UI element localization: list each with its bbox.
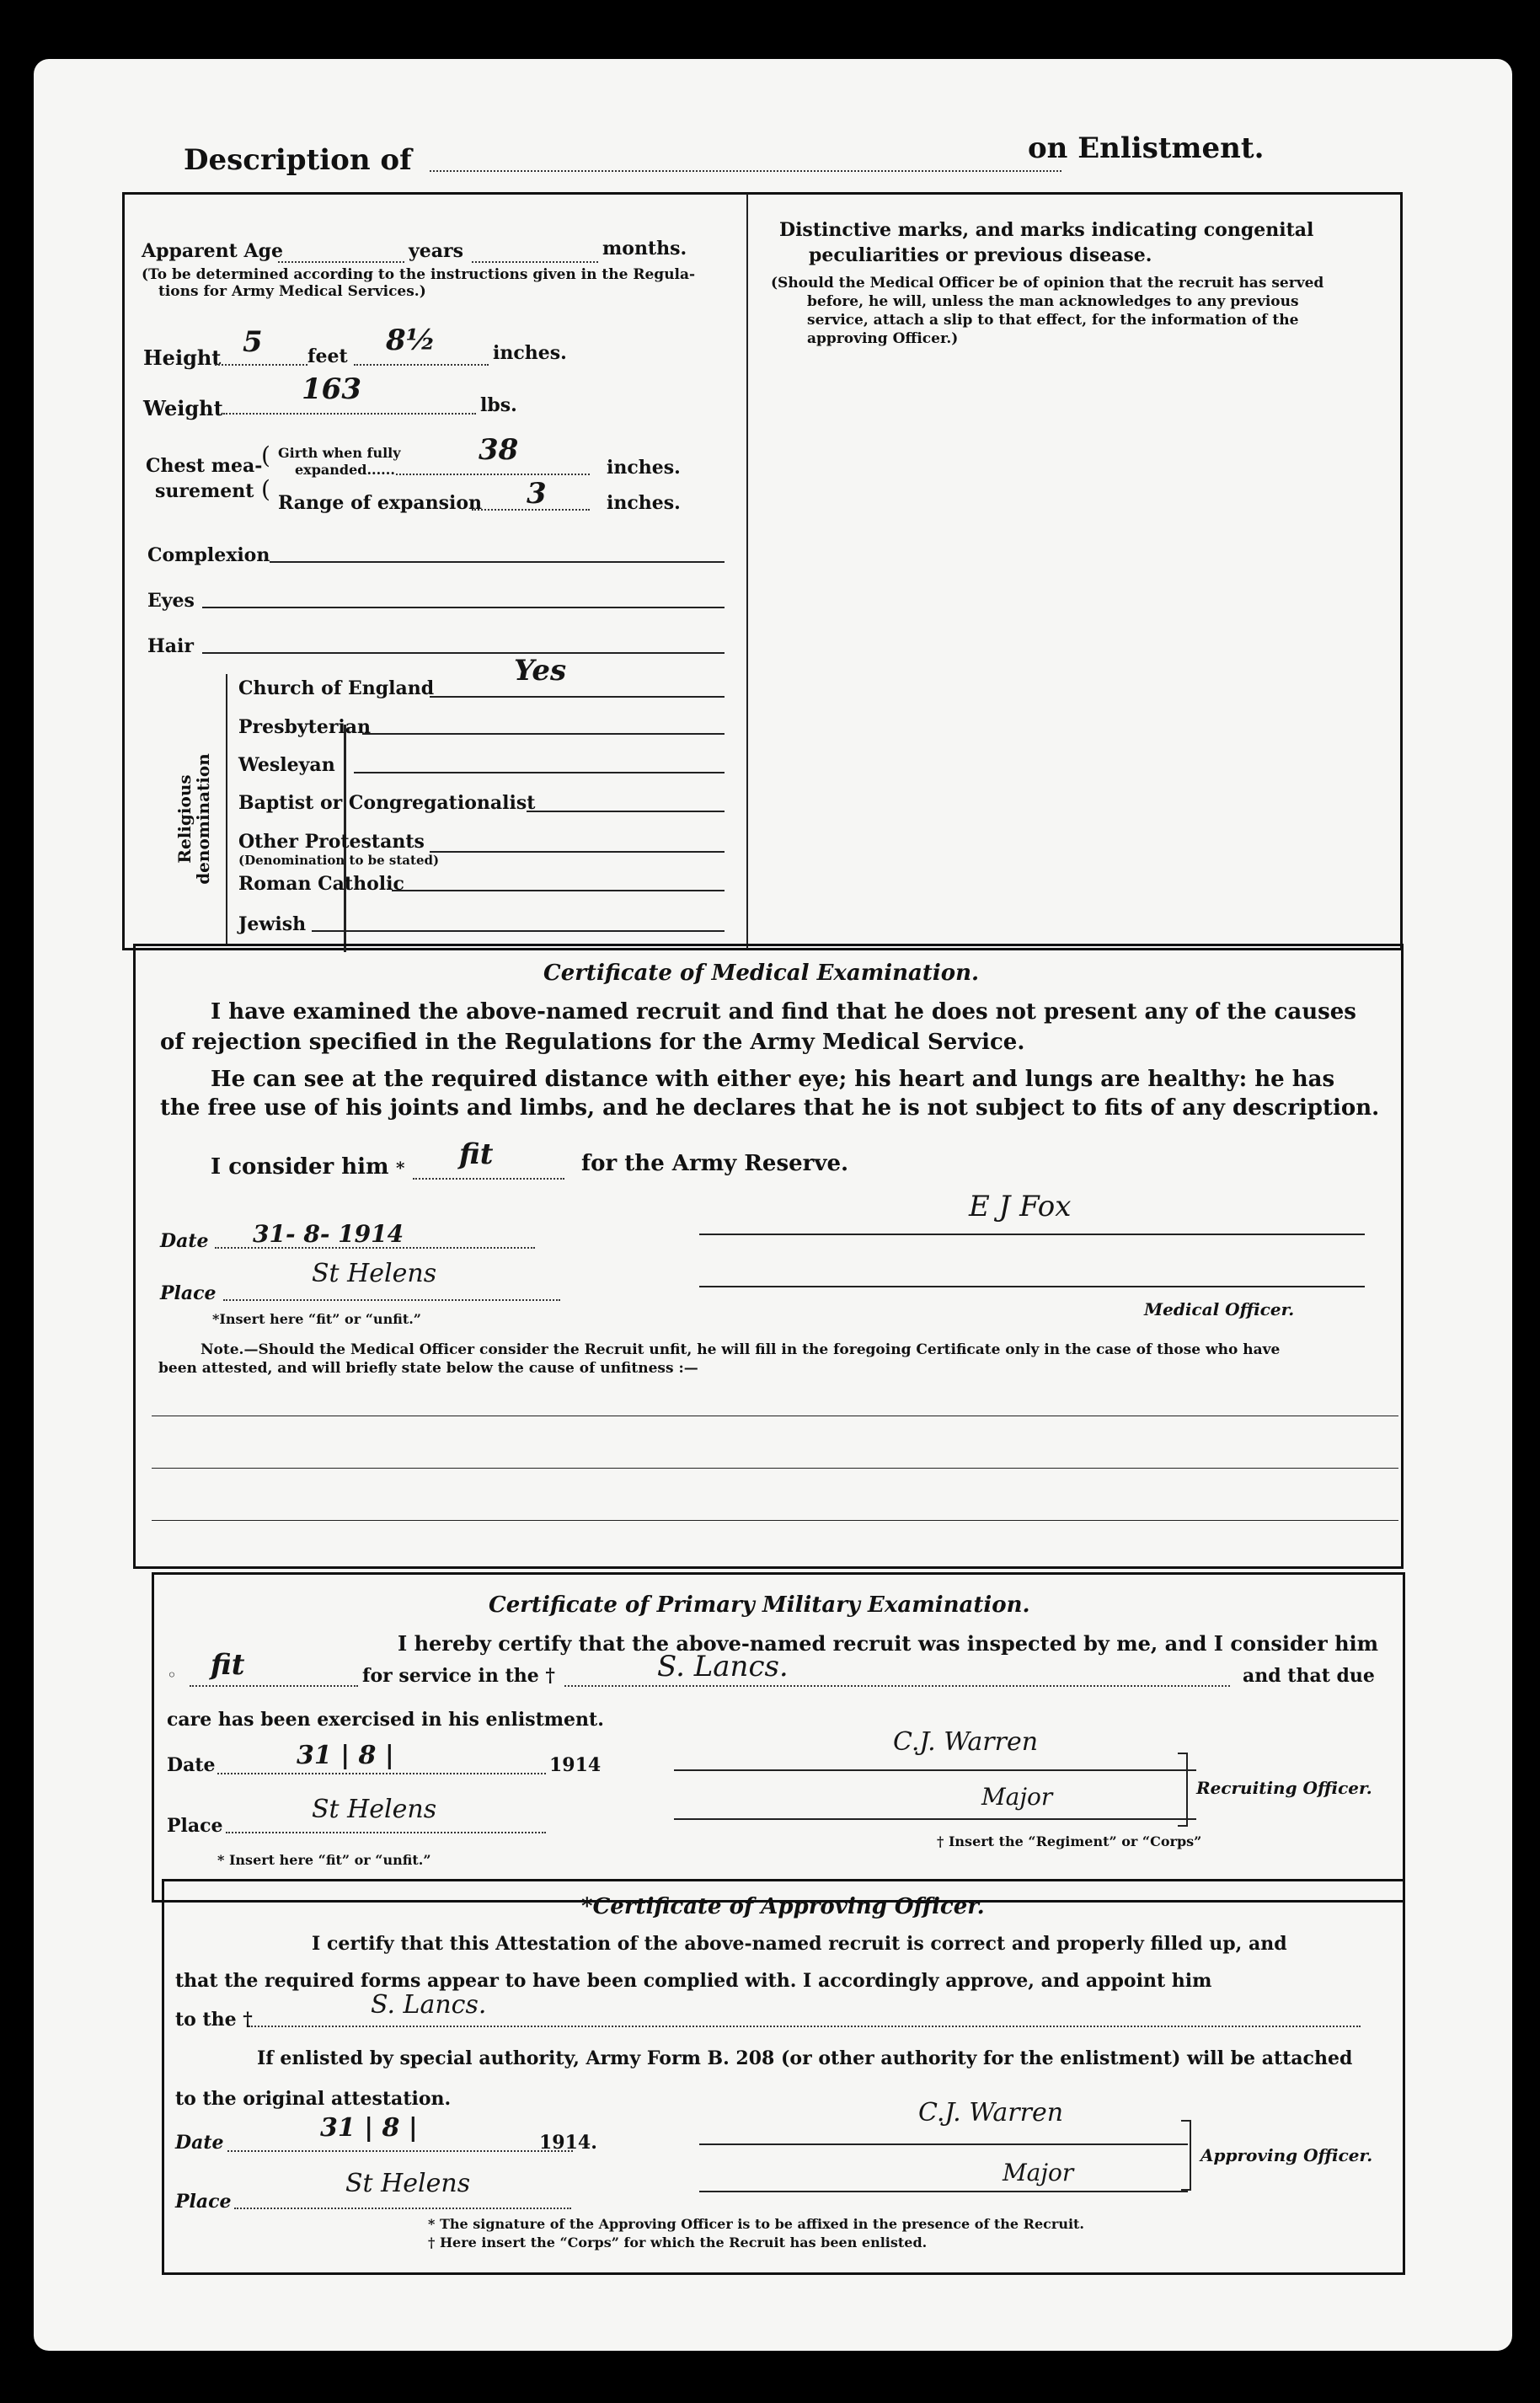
feet-label: feet [307,345,348,367]
primary-title: Certificate of Primary Military Examination. [489,1592,1030,1618]
approving-rank: Major [1003,2159,1074,2186]
consider-line [413,1178,564,1180]
months-label: months. [602,238,687,260]
inches-label-2: inches. [607,457,681,479]
eyes-label: Eyes [147,590,195,612]
religion-label-2: denomination [193,753,213,885]
approving-place-value: St Helens [345,2169,471,2198]
approving-year: 1914. [539,2132,597,2154]
marks-title-2: peculiarities or previous disease. [809,244,1152,266]
religion-wesleyan: Wesleyan [238,754,335,776]
religion-label [175,735,212,903]
enlistment-form-page [34,59,1512,2351]
approving-officer-label: Approving Officer. [1200,2145,1373,2165]
primary-date-value: 31 | 8 | [297,1741,394,1770]
weight-line [223,413,476,415]
marks-note-4: approving Officer.) [807,330,959,347]
primary-signature-line [674,1769,1196,1771]
header-on-enlistment: on Enlistment. [1028,131,1265,165]
primary-place-line [226,1832,546,1833]
primary-signature: C.J. Warren [893,1727,1039,1757]
presbyterian-line [362,733,725,735]
hair-label: Hair [147,635,194,657]
approving-to-the-label: to the † [175,2009,253,2031]
apparent-age-label: Apparent Age [142,240,283,262]
religion-label-1: Religious [174,774,195,864]
church-value: Yes [514,654,567,688]
range-value: 3 [527,477,547,511]
wesleyan-line [354,772,725,773]
recruiting-officer-label: Recruiting Officer. [1196,1778,1372,1798]
other-protestants-line [430,851,725,853]
consider-star: * [396,1158,405,1178]
approving-to-the-line [249,2026,1361,2027]
weight-label: Weight [143,396,223,420]
age-months-line [472,261,598,263]
approving-date-value: 31 | 8 | [320,2113,418,2143]
recruiting-brace [1178,1753,1188,1827]
approving-rank-line [699,2191,1188,2192]
lbs-label: lbs. [480,394,517,416]
primary-corps-line [564,1685,1230,1687]
religion-roman-catholic: Roman Catholic [238,873,404,895]
height-inches-line [354,364,489,366]
approving-line1: I certify that this Attestation of the above-named recruit is correct and properly filled up, and [312,1933,1287,1955]
church-line [430,696,725,698]
medical-title: Certificate of Medical Examination. [543,961,980,986]
complexion-line [270,561,725,563]
chest-bracket-2: ( [261,475,270,503]
complexion-label: Complexion [147,544,270,566]
header-name-line [430,170,1061,172]
medical-place-label: Place [160,1282,217,1304]
girth-line [396,474,590,475]
primary-corps-value: S. Lancs. [657,1650,789,1683]
religion-baptist: Baptist or Congregationalist [238,792,536,814]
medical-officer-line [699,1286,1365,1287]
girth-value: 38 [479,433,519,467]
medical-signature: E J Fox [969,1190,1072,1223]
approving-footnote-2: † Here insert the “Corps” for which the Recruit has been enlisted. [428,2234,928,2250]
medical-place-line [223,1299,560,1301]
approving-place-line [234,2208,571,2209]
age-note-2: tions for Army Medical Services.) [158,283,426,300]
medical-date-label: Date [160,1230,209,1252]
height-inches-value: 8½ [386,324,436,357]
inches-label-3: inches. [607,492,681,514]
marks-note-2: before, he will, unless the man acknowledges to any previous [807,293,1299,310]
primary-fit-line [190,1685,358,1687]
description-divider [746,194,748,949]
chest-label-1: Chest mea- [146,455,263,477]
approving-brace [1181,2120,1191,2191]
marks-note-3: service, attach a slip to that effect, for the information of the [807,312,1299,329]
approving-date-line [227,2150,573,2152]
medical-insert-note: *Insert here “fit” or “unfit.” [212,1311,421,1327]
chest-bracket: ( [261,442,270,469]
age-years-line [278,261,404,263]
approving-signature-line [699,2143,1188,2145]
primary-fit-marker: ◦ [167,1665,177,1685]
roman-catholic-line [392,890,725,891]
primary-year: 1914 [549,1754,602,1776]
medical-note-line1: Note.—Should the Medical Officer consider the Recruit unfit, he will fill in the foregoing Certificate only in the case of those who have [201,1341,1281,1358]
primary-due-label: and that due [1243,1665,1375,1687]
jewish-line [312,930,725,932]
approving-date-label: Date [175,2132,224,2154]
religion-brace-line [226,674,227,944]
unfitness-line-3 [152,1520,1398,1521]
inches-label: inches. [493,342,567,364]
baptist-line [527,811,725,812]
primary-line1: I hereby certify that the above-named recruit was inspected by me, and I consider him [398,1631,1379,1656]
primary-insert-note: * Insert here “fit” or “unfit.” [217,1852,431,1868]
marks-title-1: Distinctive marks, and marks indicating congenital [779,219,1314,241]
medical-para1-line1: I have examined the above-named recruit and find that he does not present any of the causes [211,999,1356,1025]
primary-date-label: Date [167,1754,216,1776]
header-description-of: Description of [184,143,412,177]
medical-place-value: St Helens [312,1259,437,1288]
approving-signature: C.J. Warren [918,2098,1064,2127]
range-label: Range of expansion [278,492,483,514]
consider-label: I consider him [211,1154,389,1180]
height-label: Height [143,345,222,370]
primary-service-label: for service in the † [362,1665,555,1687]
marks-note-1: (Should the Medical Officer be of opinion that the recruit has served [771,275,1324,292]
primary-line3: care has been exercised in his enlistment. [167,1709,604,1731]
chest-label-2: surement [155,480,254,502]
unfitness-line-2 [152,1468,1398,1469]
medical-para2-line1: He can see at the required distance with either eye; his heart and lungs are healthy: he has [211,1067,1335,1092]
medical-para1-line2: of rejection specified in the Regulations for the Army Medical Service. [160,1030,1025,1055]
primary-rank-line [674,1818,1196,1820]
age-note-1: (To be determined according to the instructions given in the Regula- [142,266,696,283]
medical-signature-line [699,1234,1365,1235]
primary-date-line [217,1773,546,1774]
eyes-line [202,607,725,608]
religion-presbyterian: Presbyterian [238,716,372,738]
religion-jewish: Jewish [238,913,307,935]
approving-title: *Certificate of Approving Officer. [581,1894,985,1919]
primary-fit-value: fit [211,1648,245,1682]
weight-value: 163 [302,372,361,406]
primary-place-value: St Helens [312,1795,437,1824]
consider-value: fit [459,1137,494,1171]
religion-church-of-england: Church of England [238,677,435,699]
medical-note-line2: been attested, and will briefly state below the cause of unfitness :— [158,1360,698,1377]
approving-line5: to the original attestation. [175,2088,452,2110]
height-feet-value: 5 [243,325,263,359]
approving-place-label: Place [175,2191,232,2213]
girth-label-2: expanded...... [295,462,395,478]
primary-rank: Major [981,1783,1053,1811]
medical-date-value: 31- 8- 1914 [253,1220,404,1248]
approving-footnote-1: * The signature of the Approving Officer is to be affixed in the presence of the Recruit. [428,2216,1084,2232]
girth-label-1: Girth when fully [278,445,401,461]
religion-denomination-note: (Denomination to be stated) [238,853,440,868]
height-feet-line [215,364,307,366]
approving-to-the-value: S. Lancs. [371,1990,487,2020]
years-label: years [409,240,464,262]
religion-other-protestants: Other Protestants [238,831,425,853]
medical-para2-line2: the free use of his joints and limbs, and he declares that he is not subject to fits of any description. [160,1095,1380,1121]
approving-line2: that the required forms appear to have been complied with. I accordingly approve, and appoint him [175,1970,1212,1992]
hair-line [202,652,725,654]
approving-line4: If enlisted by special authority, Army Form B. 208 (or other authority for the enlistment) will be attached [257,2047,1353,2069]
primary-regiment-note: † Insert the “Regiment” or “Corps” [937,1833,1202,1849]
medical-officer-label: Medical Officer. [1144,1299,1295,1319]
primary-place-label: Place [167,1815,223,1837]
army-reserve-label: for the Army Reserve. [581,1151,849,1176]
